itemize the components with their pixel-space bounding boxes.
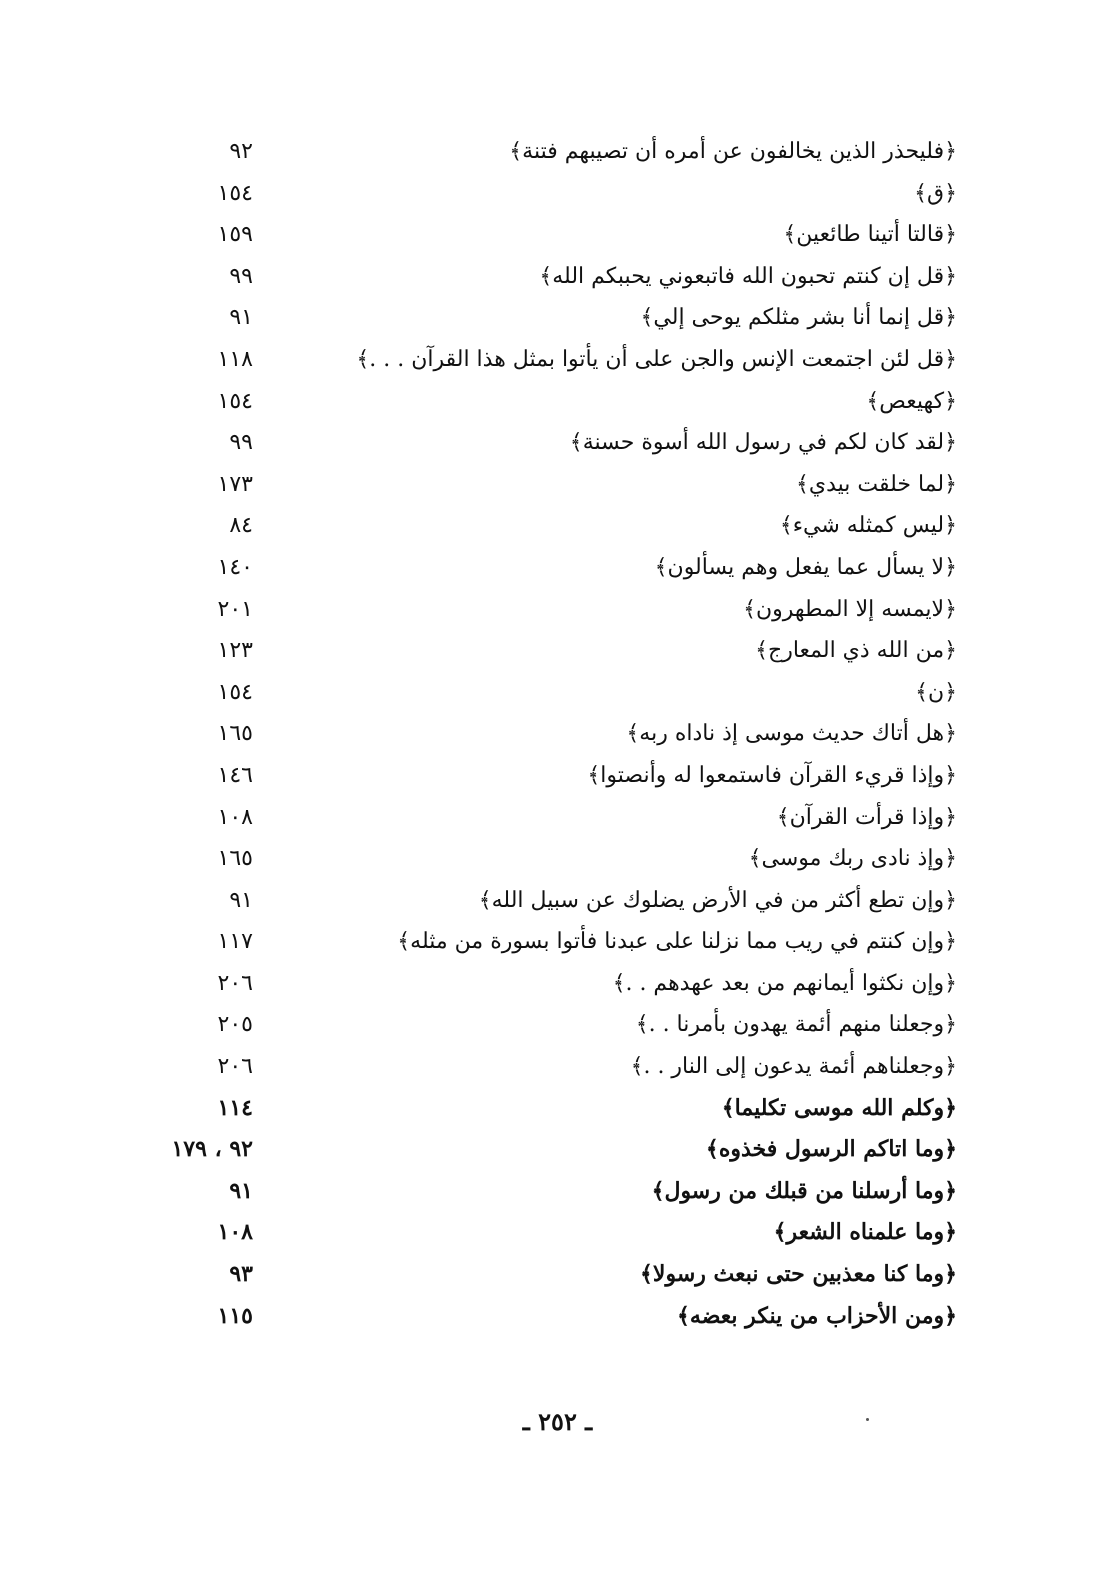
verse-text: ﴿قل إن كنتم تحبون الله فاتبعوني يحببكم الله﴾ xyxy=(539,263,957,289)
verse-text: ﴿وإن كنتم في ريب مما نزلنا على عبدنا فأتوا بسورة من مثله﴾ xyxy=(397,929,957,955)
verse-text: ﴿لا يسأل عما يفعل وهم يسألون﴾ xyxy=(654,554,957,580)
page-reference: ١٠٨ xyxy=(217,804,253,830)
index-row xyxy=(0,256,1115,298)
verse-text: ﴿كهيعص﴾ xyxy=(866,388,957,414)
page-number: ـ ٢٥٢ ـ xyxy=(522,1407,593,1436)
page-reference: ١٥٤ xyxy=(217,388,253,414)
index-row xyxy=(0,297,1115,339)
index-row xyxy=(0,672,1115,714)
verse-text: ﴿لما خلقت بيدي﴾ xyxy=(795,471,957,497)
index-row xyxy=(0,589,1115,631)
page-reference: ٨٤ xyxy=(229,513,253,539)
page-reference: ١١٧ xyxy=(217,929,253,955)
verse-text: ﴿وإذا قريء القرآن فاستمعوا له وأنصتوا﴾ xyxy=(587,762,957,788)
page-reference: ١٥٤ xyxy=(217,180,253,206)
page-reference: ٩١ xyxy=(229,1177,253,1204)
verse-text: ﴿قالتا أتينا طائعين﴾ xyxy=(783,222,957,248)
page-reference: ٢٠١ xyxy=(217,596,253,622)
verse-text: ﴿وكلم الله موسى تكليما﴾ xyxy=(721,1094,957,1121)
index-row xyxy=(0,1296,1115,1338)
index-row xyxy=(0,630,1115,672)
verse-text: ﴿لقد كان لكم في رسول الله أسوة حسنة﴾ xyxy=(569,430,957,456)
index-row xyxy=(0,755,1115,797)
index-row xyxy=(0,422,1115,464)
page-reference: ٩٣ xyxy=(229,1261,253,1288)
index-row xyxy=(0,963,1115,1005)
index-row xyxy=(0,381,1115,423)
page-reference: ١٤٠ xyxy=(217,554,253,580)
verse-text: ﴿ليس كمثله شيء﴾ xyxy=(779,513,957,539)
page-reference: ٩٢ ، ١٧٩ xyxy=(171,1136,253,1163)
index-row xyxy=(0,713,1115,755)
page-reference: ١١٥ xyxy=(217,1302,253,1329)
verse-text: ﴿فليحذر الذين يخالفون عن أمره أن تصيبهم فتنة﴾ xyxy=(509,139,957,164)
index-row xyxy=(0,1129,1115,1171)
index-row xyxy=(0,464,1115,506)
index-row xyxy=(0,131,1115,173)
page-reference: ١٥٩ xyxy=(217,222,253,248)
index-row xyxy=(0,797,1115,839)
verse-text: ﴿وما كنا معذبين حتى نبعث رسولا﴾ xyxy=(640,1261,957,1288)
page-reference: ٢٠٥ xyxy=(217,1012,253,1038)
verse-text: ﴿وما علمناه الشعر﴾ xyxy=(773,1219,957,1246)
page-reference: ١٠٨ xyxy=(217,1219,253,1246)
page-reference: ١٦٥ xyxy=(217,846,253,872)
verse-text: ﴿وإن تطع أكثر من في الأرض يضلوك عن سبيل الله﴾ xyxy=(478,887,957,913)
page-reference: ١٧٣ xyxy=(217,471,253,497)
verse-text: ﴿وجعلناهم أئمة يدعون إلى النار . .﴾ xyxy=(630,1054,957,1080)
page-reference: ٩٢ xyxy=(229,139,253,164)
verse-text: ﴿وما أرسلنا من قبلك من رسول﴾ xyxy=(651,1177,957,1204)
page-reference: ١١٤ xyxy=(217,1094,253,1121)
index-row xyxy=(0,1046,1115,1088)
verse-text: ﴿قل لئن اجتمعت الإنس والجن على أن يأتوا بمثل هذا القرآن . . .﴾ xyxy=(356,346,957,372)
index-row xyxy=(0,1088,1115,1130)
page-reference: ٩١ xyxy=(229,305,253,331)
index-row xyxy=(0,547,1115,589)
verse-text: ﴿وإذ نادى ربك موسى﴾ xyxy=(748,846,957,872)
page-reference: ٩١ xyxy=(229,887,253,913)
verse-text: ﴿هل أتاك حديث موسى إذ ناداه ربه﴾ xyxy=(626,721,957,747)
page-reference: ١١٨ xyxy=(217,346,253,372)
index-row xyxy=(0,880,1115,922)
index-row xyxy=(0,921,1115,963)
verse-text: ﴿من الله ذي المعارج﴾ xyxy=(755,638,957,664)
page-reference: ١٥٤ xyxy=(217,679,253,705)
verse-text: ﴿لايمسه إلا المطهرون﴾ xyxy=(743,596,957,622)
index-row xyxy=(0,1004,1115,1046)
scan-speck xyxy=(866,1418,869,1421)
verse-text: ﴿قل إنما أنا بشر مثلكم يوحى إلي﴾ xyxy=(640,305,957,331)
page-reference: ٢٠٦ xyxy=(217,970,253,996)
index-row xyxy=(0,173,1115,215)
page-reference: ١٦٥ xyxy=(217,721,253,747)
verse-index-list xyxy=(0,131,1115,1337)
verse-text: ﴿ومن الأحزاب من ينكر بعضه﴾ xyxy=(677,1302,957,1329)
index-row xyxy=(0,214,1115,256)
verse-text: ﴿ق﴾ xyxy=(914,180,957,206)
verse-text: ﴿ن﴾ xyxy=(915,679,957,705)
index-row xyxy=(0,1171,1115,1213)
page-reference: ١٢٣ xyxy=(217,638,253,664)
index-row xyxy=(0,1254,1115,1296)
verse-text: ﴿وإذا قرأت القرآن﴾ xyxy=(776,804,957,830)
index-row xyxy=(0,339,1115,381)
index-row xyxy=(0,838,1115,880)
page-reference: ٢٠٦ xyxy=(217,1054,253,1080)
page-reference: ٩٩ xyxy=(229,263,253,289)
index-row xyxy=(0,505,1115,547)
index-row xyxy=(0,1212,1115,1254)
verse-text: ﴿وإن نكثوا أيمانهم من بعد عهدهم . .﴾ xyxy=(612,970,957,996)
verse-text: ﴿وما اتاكم الرسول فخذوه﴾ xyxy=(705,1136,957,1163)
verse-text: ﴿وجعلنا منهم أئمة يهدون بأمرنا . .﴾ xyxy=(635,1012,957,1038)
page-reference: ٩٩ xyxy=(229,430,253,456)
page-reference: ١٤٦ xyxy=(217,762,253,788)
